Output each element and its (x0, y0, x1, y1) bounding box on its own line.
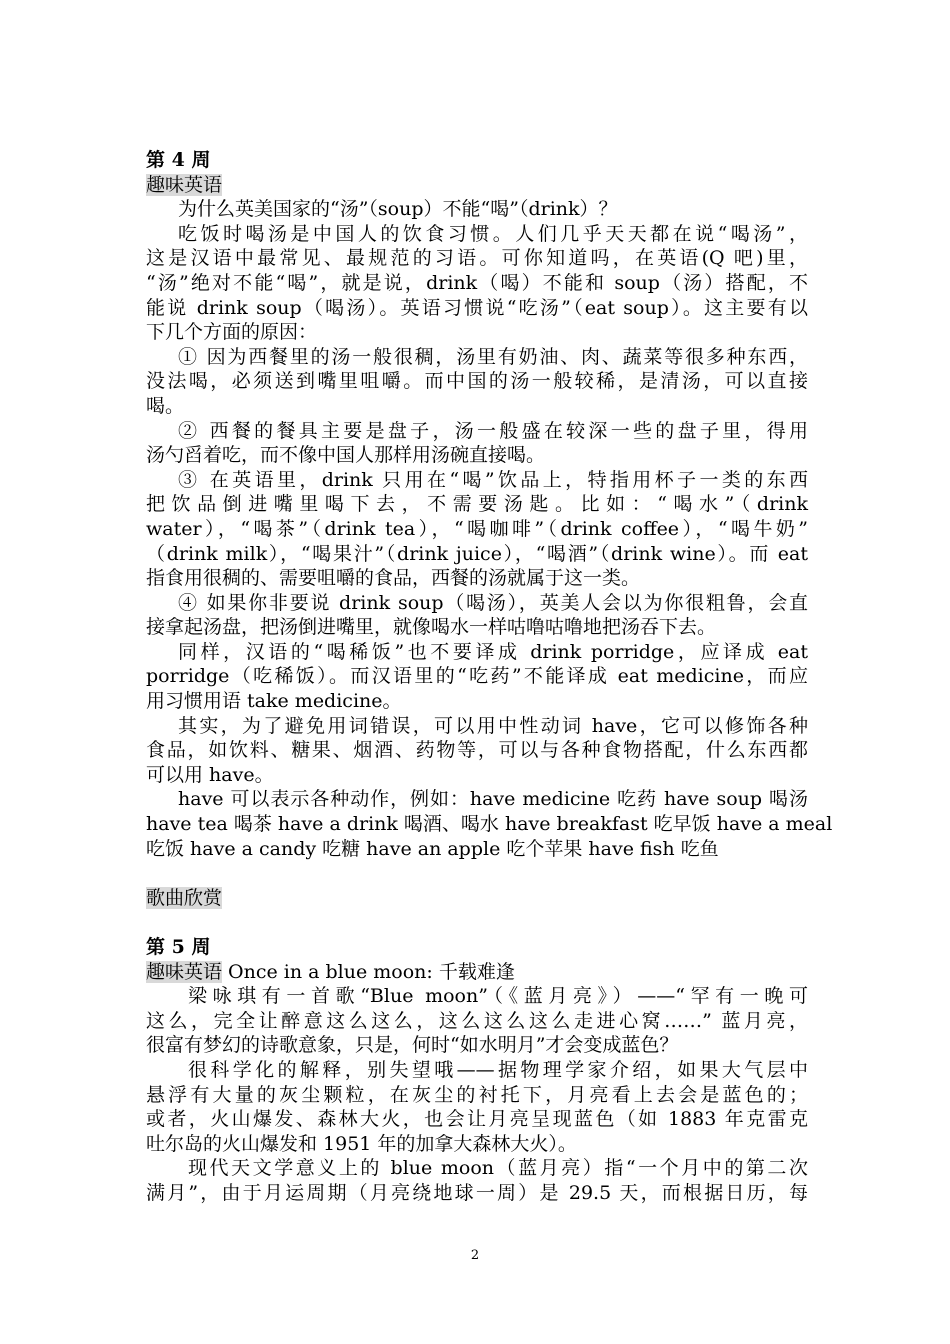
text-line: 满月”，由于月运周期（月亮绕地球一周）是 29.5 天，而根据日历，每 (146, 1181, 808, 1204)
text-line: 用习惯用语 take medicine。 (146, 690, 402, 713)
text-line: ② 西餐的餐具主要是盘子，汤一般盛在较深一些的盘子里，得用 (178, 419, 808, 442)
text-line: 吃饭 have a candy 吃糖 have an apple 吃个苹果 have fish 吃鱼 (146, 837, 719, 860)
text-line: 可以用 have。 (146, 763, 274, 786)
text-line: 这么，完全让醉意这么这么，这么这么这么走进心窝……” 蓝月亮， (146, 1009, 808, 1032)
text-line: 接拿起汤盘，把汤倒进嘴里，就像喝水一样咕噜咕噜地把汤吞下去。 (146, 616, 717, 639)
text-line: 或者，火山爆发、森林大火，也会让月亮呈现蓝色（如 1883 年克雷克 (146, 1108, 808, 1131)
song-section-label (146, 886, 808, 911)
text-line: 没法喝，必须送到嘴里咀嚼。而中国的汤一般较稀，是清汤，可以直接 (146, 370, 808, 393)
blank-line (146, 861, 808, 886)
week4-section-label (146, 173, 808, 198)
week5-heading: 第 5 周 (146, 936, 211, 958)
text-line: 汤勺舀着吃，而不像中国人那样用汤碗直接喝。 (146, 444, 546, 467)
text-line: 喝。 (146, 394, 185, 417)
section-title: Once in a blue moon: 千载难逢 (222, 960, 515, 983)
text-line: 很富有梦幻的诗歌意象，只是，何时“如水明月”才会变成蓝色？ (146, 1034, 679, 1057)
text-line: 很科学化的解释，别失望哦——据物理学家介绍，如果大气层中 (188, 1058, 808, 1081)
text-line: ④ 如果你非要说 drink soup（喝汤），英美人会以为你很粗鲁，会直 (178, 591, 808, 614)
text-line: 把饮品倒进嘴里喝下去，不需要汤匙。比如：“喝水”（drink (146, 493, 808, 516)
text-line: 吐尔岛的火山爆发和 1951 年的加拿大森林大火）。 (146, 1132, 577, 1155)
text-line: 这是汉语中最常见、最规范的习语。可你知道吗，在英语(Q 吧)里， (146, 247, 808, 270)
blank-line (146, 910, 808, 935)
text-line: have 可以表示各种动作，例如：have medicine 吃药 have soup 喝汤 (178, 788, 808, 811)
text-line: porridge（吃稀饭）。而汉语里的“吃药”不能译成 eat medicine，而应 (146, 665, 808, 688)
text-line: water），“喝茶”（drink tea），“喝咖啡”（drink coffee），“喝牛奶” (146, 517, 808, 540)
week4-heading: 第 4 周 (146, 149, 211, 171)
text-line: 食品，如饮料、糖果、烟酒、药物等，可以与各种食物搭配，什么东西都 (146, 739, 808, 762)
section-label-highlight: 歌曲欣赏 (146, 886, 223, 909)
section-label-highlight: 趣味英语 (146, 960, 223, 983)
text-line: ③ 在英语里，drink 只用在“喝”饮品上，特指用杯子一类的东西 (178, 468, 808, 491)
page-number: 2 (470, 1248, 480, 1263)
text-line: 下几个方面的原因： (146, 321, 318, 344)
section-label-highlight: 趣味英语 (146, 173, 223, 196)
text-line: 同样，汉语的“喝稀饭”也不要译成 drink porridge，应译成 eat (178, 640, 808, 663)
text-line: have tea 喝茶 have a drink 喝酒、喝水 have breakfast 吃早饭 have a meal (146, 813, 833, 836)
text-line: 指食用很稠的、需要咀嚼的食品，西餐的汤就属于这一类。 (146, 567, 641, 590)
text-line: （drink milk），“喝果汁”（drink juice），“喝酒”（drink wine）。而 eat (146, 542, 808, 565)
text-line: 悬浮有大量的灰尘颗粒，在灰尘的衬托下，月亮看上去会是蓝色的； (146, 1083, 808, 1106)
text-line: “汤”绝对不能“喝”，就是说，drink（喝）不能和 soup（汤）搭配，不 (146, 271, 808, 294)
text-line: 能说 drink soup（喝汤）。英语习惯说“吃汤”（eat soup）。这主要有以 (146, 296, 808, 319)
text-line: 梁咏琪有一首歌“Blue moon”（《蓝月亮》）——“罕有一晚可 (188, 985, 808, 1008)
text-line: ① 因为西餐里的汤一般很稠，汤里有奶油、肉、蔬菜等很多种东西， (178, 345, 808, 368)
text-line: 其实，为了避免用词错误，可以用中性动词 have，它可以修饰各种 (178, 714, 808, 737)
article-title: 为什么英美国家的“汤”（soup）不能“喝”（drink）？ (178, 198, 618, 221)
text-line: 吃饭时喝汤是中国人的饮食习惯。人们几乎天天都在说“喝汤”， (178, 222, 808, 245)
text-line: 现代天文学意义上的 blue moon（蓝月亮）指“一个月中的第二次 (188, 1157, 808, 1180)
week5-section-header (146, 960, 808, 985)
page-content (146, 148, 833, 1206)
